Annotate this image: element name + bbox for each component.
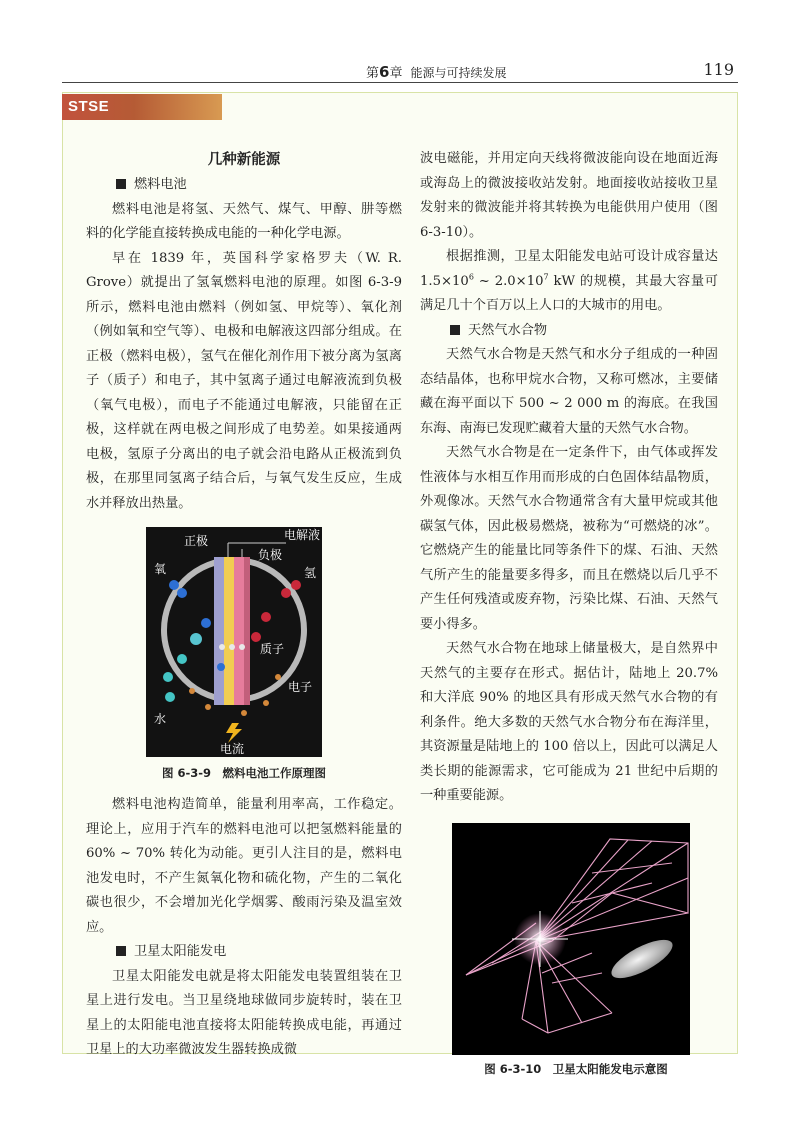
paragraph (420, 245, 718, 319)
chapter-prefix: 第 (366, 66, 380, 81)
label-electrolyte: 电解液 (284, 528, 321, 542)
paragraph: 早在 1839 年，英国科学家格罗夫（W. R. Grove）就提出了氢氧燃料电池的原理。如图 6-3-9 所示，燃料电池由燃料（例如氢、甲烷等）、氧化剂（例如氧和空气等）、电极和电解液这四部分组成。在正极（燃料电极），氢气在催化剂作用下被分离为氢离子（质子）和电子，其中氢离子通过电解液流到负极（氧气电极），而电子不能通过电解液，只能留在正极，这样就在两电极之间形成了电势差。如果接通两电极，氢原子分离出的电子就会沿电路从正极流到负极，在那里同氢离子结合后，与氧气发生反应，生成水并释放出热量。 (86, 250, 402, 511)
water-molecule (190, 633, 202, 645)
square-bullet-icon (116, 179, 126, 189)
exponent: 7 (543, 272, 549, 282)
subheading-satellite-solar (86, 940, 402, 965)
fuel-cell-svg (146, 527, 322, 757)
label-proton: 质子 (260, 642, 285, 656)
chapter-title: 能源与可持续发展 (410, 66, 507, 80)
satellite-svg (452, 823, 690, 1055)
paragraph: 卫星太阳能发电就是将太阳能发电装置组装在卫星上进行发电。当卫星绕地球做同步旋转时，装在卫星上的太阳能电池直接将太阳能转换成电能，再通过卫星上的大功率微波发生器转换成微 (86, 968, 402, 1057)
subheading-gas-hydrate (420, 319, 718, 344)
hydrogen-atom (281, 588, 291, 598)
label-water: 水 (154, 712, 167, 726)
text-run: kW 的规模，其最大容量可满足几十个百万以上人口的大城市的用电。 (420, 273, 718, 313)
label-current: 电流 (220, 742, 245, 756)
chapter-label (366, 62, 506, 81)
subheading-fuel-cell (86, 173, 402, 198)
label-hydrogen: 氢 (304, 566, 317, 580)
paragraph: 天然气水合物在地球上储量极大，是自然界中天然气的主要存在形式。据估计，陆地上 20.7% 和大洋底 90% 的地区具有形成天然气水合物的有利条件。绝大多数的天然气水合物分布在海洋里，其资源量是陆地上的 100 倍以上，因此可以满足人类长期的能源需求，它可能成为 21 世纪中后期的一种重要能源。 (420, 641, 718, 803)
text-run: 根据推测，卫星太阳能发电站可设计成容量达 1.5×10 (420, 249, 718, 289)
label-electron: 电子 (288, 680, 313, 694)
oxygen-atom (169, 580, 179, 590)
oxygen-atom (177, 588, 187, 598)
right-column (420, 147, 718, 1079)
figure-caption: 图 6-3-10 卫星太阳能发电示意图 (484, 1061, 668, 1076)
left-column (86, 147, 402, 1063)
text-run: ~ 2.0×10 (473, 273, 544, 289)
paragraph: 燃料电池是将氢、天然气、煤气、甲醇、肼等燃料的化学能直接转换成电能的一种化学电源。 (86, 201, 402, 241)
paragraph: 天然气水合物是在一定条件下，由气体或挥发性液体与水相互作用而形成的白色固体结晶物质，外观像冰。天然气水合物通常含有大量甲烷或其他碳氢气体，因此极易燃烧，被称为“可燃烧的冰”。它燃烧产生的能量比同等条件下的煤、石油、天然气所产生的能量要多得多，而且在燃烧以后几乎不产生任何残渣或废弃物，污染比煤、石油、天然气要小得多。 (420, 445, 718, 632)
page-number: 119 (703, 60, 734, 79)
stse-tag: STSE (62, 94, 222, 120)
section-title: 几种新能源 (207, 152, 281, 168)
square-bullet-icon (450, 325, 460, 335)
paragraph: 燃料电池构造简单，能量利用率高，工作稳定。理论上，应用于汽车的燃料电池可以把氢燃料能量的 60% ~ 70% 转化为动能。更引人注目的是，燃料电池发电时，不产生氮氧化物和硫化物，产生的二氧化碳也很少，不会增加光化学烟雾、酸雨污染及温室效应。 (86, 797, 402, 935)
label-oxygen: 氧 (154, 562, 167, 576)
satellite-solar-image (452, 823, 690, 1055)
subheading-text: 卫星太阳能发电 (134, 944, 227, 959)
paragraph: 波电磁能，并用定向天线将微波能向设在地面近海或海岛上的微波接收站发射。地面接收站接收卫星发射来的微波能并将其转换为电能供用户使用（图 6-3-10）。 (420, 151, 718, 240)
anode-strip (214, 557, 224, 705)
page-header (62, 60, 738, 82)
header-rule (62, 82, 738, 83)
chapter-number: 6 (379, 63, 390, 81)
subheading-text: 燃料电池 (134, 177, 187, 192)
subheading-text: 天然气水合物 (468, 322, 548, 338)
cathode-strip (234, 557, 244, 705)
exponent: 6 (468, 272, 474, 282)
paragraph: 天然气水合物是天然气和水分子组成的一种固态结晶体，也称甲烷水合物，又称可燃冰，主要储藏在海平面以下 500 ~ 2 000 m 的海底。在我国东海、南海已发现贮藏着大量的天然气水合物。 (420, 347, 718, 436)
label-anode: 正极 (184, 534, 209, 548)
square-bullet-icon (116, 946, 126, 956)
figure-caption: 图 6-3-9 燃料电池工作原理图 (161, 766, 327, 780)
chapter-suffix: 章 (389, 66, 403, 81)
label-cathode: 负极 (258, 548, 283, 562)
fuel-cell-diagram (146, 527, 322, 757)
hydrogen-atom (291, 580, 301, 590)
electrolyte-strip (224, 557, 234, 705)
